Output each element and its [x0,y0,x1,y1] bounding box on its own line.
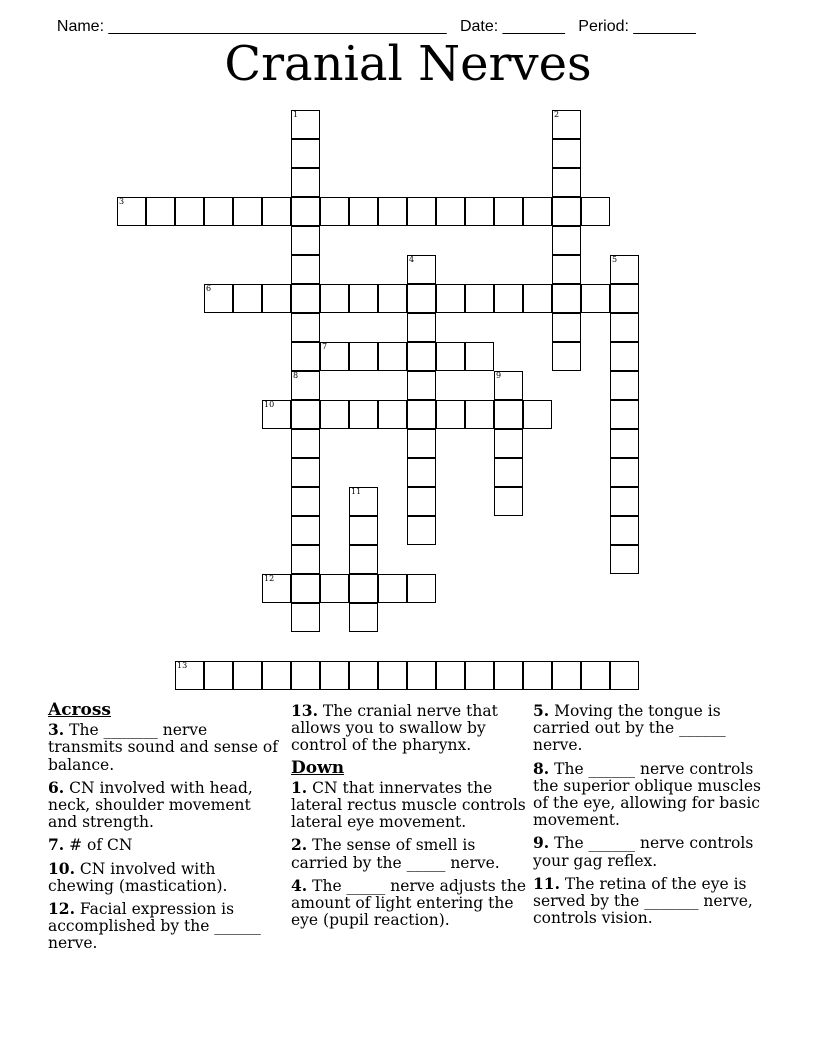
crossword-cell[interactable] [407,516,436,545]
crossword-cell[interactable] [349,487,378,516]
crossword-cell[interactable] [610,545,639,574]
clue-across-6: 6. CN involved with head, neck, shoulder movement and strength. [48,777,253,832]
crossword-cell[interactable] [291,400,320,429]
clue-number: 2 [554,110,560,119]
crossword-cell[interactable] [320,284,349,313]
crossword-cell[interactable] [291,313,320,342]
crossword-cell[interactable] [378,661,407,690]
crossword-cell[interactable] [407,400,436,429]
crossword-cell[interactable] [204,661,233,690]
clues-column-1 [48,702,283,958]
crossword-cell[interactable] [291,429,320,458]
clue-number: 9 [496,371,502,380]
crossword-cell[interactable] [610,400,639,429]
crossword-cell[interactable] [581,661,610,690]
crossword-cell[interactable] [378,284,407,313]
crossword-cell[interactable] [465,400,494,429]
crossword-cell[interactable] [291,574,320,603]
name-field[interactable]: Name: ______________________________________ [56,18,447,35]
crossword-cell[interactable] [552,342,581,371]
crossword-cell[interactable] [610,661,639,690]
crossword-cell[interactable] [610,458,639,487]
crossword-cell[interactable] [291,139,320,168]
across-heading: Across [48,700,111,720]
crossword-cell[interactable] [378,197,407,226]
clue-down-2: 2. The sense of smell is carried by the _____ nerve. [291,835,500,872]
crossword-cell[interactable] [291,661,320,690]
crossword-cell[interactable] [465,661,494,690]
clues-column-2 [291,702,529,934]
crossword-cell[interactable] [262,400,291,429]
crossword-cell[interactable] [610,313,639,342]
clue-down-11: 11. The retina of the eye is served by the _______ nerve, controls vision. [533,873,753,928]
crossword-cell[interactable] [320,342,349,371]
crossword-cell[interactable] [552,661,581,690]
crossword-cell[interactable] [494,371,523,400]
crossword-cell[interactable] [291,197,320,226]
crossword-cell[interactable] [175,661,204,690]
crossword-cell[interactable] [494,487,523,516]
crossword-cell[interactable] [349,284,378,313]
crossword-cell[interactable] [291,168,320,197]
crossword-cell[interactable] [436,661,465,690]
clue-number: 13 [177,661,188,670]
clue-number: 12 [264,574,275,583]
crossword-cell[interactable] [407,429,436,458]
crossword-cell[interactable] [581,197,610,226]
crossword-cell[interactable] [407,487,436,516]
crossword-cell[interactable] [320,574,349,603]
crossword-cell[interactable] [320,661,349,690]
crossword-cell[interactable] [407,197,436,226]
crossword-cell[interactable] [233,284,262,313]
crossword-cell[interactable] [291,545,320,574]
crossword-cell[interactable] [552,168,581,197]
crossword-cell[interactable] [204,284,233,313]
page-title: Cranial Nerves [224,36,592,92]
crossword-cell[interactable] [552,313,581,342]
crossword-cell[interactable] [610,429,639,458]
date-field[interactable]: Date: _______ [459,18,565,35]
clue-number: 1 [293,110,299,119]
crossword-cell[interactable] [523,284,552,313]
crossword-cell[interactable] [407,661,436,690]
crossword-cell[interactable] [523,197,552,226]
clue-across-10: 10. CN involved with chewing (mastication). [48,858,228,895]
crossword-cell[interactable] [407,574,436,603]
clue-across-7: 7. # of CN [48,835,133,855]
crossword-cell[interactable] [407,458,436,487]
crossword-cell[interactable] [262,284,291,313]
crossword-cell[interactable] [465,342,494,371]
clue-down-5: 5. Moving the tongue is carried out by the ______ nerve. [533,701,726,755]
crossword-cell[interactable] [552,139,581,168]
crossword-cell[interactable] [436,400,465,429]
crossword-cell[interactable] [610,371,639,400]
clue-down-4: 4. The _____ nerve adjusts the amount of light entering the eye (pupil reaction). [291,875,527,930]
crossword-cell[interactable] [349,342,378,371]
crossword-cell[interactable] [291,371,320,400]
crossword-cell[interactable] [610,342,639,371]
crossword-cell[interactable] [465,197,494,226]
crossword-cell[interactable] [175,197,204,226]
crossword-cell[interactable] [494,197,523,226]
crossword-cell[interactable] [291,342,320,371]
crossword-cell[interactable] [494,429,523,458]
crossword-cell[interactable] [146,197,175,226]
crossword-cell[interactable] [349,574,378,603]
crossword-cell[interactable] [378,342,407,371]
crossword-cell[interactable] [291,255,320,284]
crossword-cell[interactable] [291,487,320,516]
crossword-cell[interactable] [320,197,349,226]
crossword-cell[interactable] [552,226,581,255]
clue-across-3: 3. The _______ nerve transmits sound and sense of balance. [48,720,278,774]
clue-number: 3 [119,197,125,206]
clue-down-8: 8. The ______ nerve controls the superior oblique muscles of the eye, allowing for basic movement. [533,758,761,830]
clue-number: 5 [612,255,618,264]
clue-number: 7 [322,342,328,351]
clue-number: 8 [293,371,299,380]
crossword-cell[interactable] [552,110,581,139]
crossword-cell[interactable] [291,110,320,139]
crossword-cell[interactable] [523,400,552,429]
period-field[interactable]: Period: _______ [578,18,696,35]
crossword-cell[interactable] [233,661,262,690]
crossword-cell[interactable] [494,284,523,313]
crossword-cell[interactable] [465,284,494,313]
crossword-cell[interactable] [407,371,436,400]
crossword-cell[interactable] [407,313,436,342]
crossword-cell[interactable] [407,284,436,313]
crossword-cell[interactable] [610,284,639,313]
crossword-cell[interactable] [291,458,320,487]
crossword-cell[interactable] [552,197,581,226]
crossword-cell[interactable] [552,284,581,313]
clue-number: 6 [206,284,212,293]
crossword-cell[interactable] [233,197,262,226]
clue-down-9: 9. The ______ nerve controls your gag reflex. [533,833,754,870]
crossword-cell[interactable] [320,400,349,429]
clue-number: 10 [264,400,275,409]
crossword-cell[interactable] [291,284,320,313]
crossword-cell[interactable] [378,574,407,603]
clue-number: 11 [351,487,362,496]
crossword-cell[interactable] [349,516,378,545]
crossword-cell[interactable] [436,284,465,313]
crossword-cell[interactable] [610,255,639,284]
crossword-cell[interactable] [204,197,233,226]
crossword-cell[interactable] [552,255,581,284]
crossword-cell[interactable] [291,603,320,632]
crossword-cell[interactable] [494,400,523,429]
crossword-cell[interactable] [407,255,436,284]
crossword-cell[interactable] [291,516,320,545]
crossword-cell[interactable] [523,661,552,690]
crossword-cell[interactable] [291,226,320,255]
clue-across-13: 13. The cranial nerve that allows you to swallow by control of the pharynx. [291,701,498,755]
crossword-cell[interactable] [349,603,378,632]
crossword-cell[interactable] [494,661,523,690]
crossword-cell[interactable] [436,342,465,371]
crossword-cell[interactable] [349,400,378,429]
crossword-cell[interactable] [262,197,291,226]
crossword-cell[interactable] [407,342,436,371]
crossword-cell[interactable] [262,574,291,603]
down-heading: Down [291,757,345,778]
clue-across-12: 12. Facial expression is accomplished by the ______ nerve. [48,899,261,953]
crossword-cell[interactable] [378,400,407,429]
crossword-cell[interactable] [349,197,378,226]
crossword-cell[interactable] [436,197,465,226]
crossword-cell[interactable] [117,197,146,226]
crossword-cell[interactable] [610,487,639,516]
crossword-cell[interactable] [494,458,523,487]
clue-number: 4 [409,255,415,264]
clue-down-1: 1. CN that innervates the lateral rectus muscle controls lateral eye movement. [291,777,526,832]
crossword-cell[interactable] [581,284,610,313]
crossword-cell[interactable] [610,516,639,545]
crossword-cell[interactable] [262,661,291,690]
clues-column-3 [533,702,773,932]
crossword-cell[interactable] [349,661,378,690]
crossword-cell[interactable] [349,545,378,574]
